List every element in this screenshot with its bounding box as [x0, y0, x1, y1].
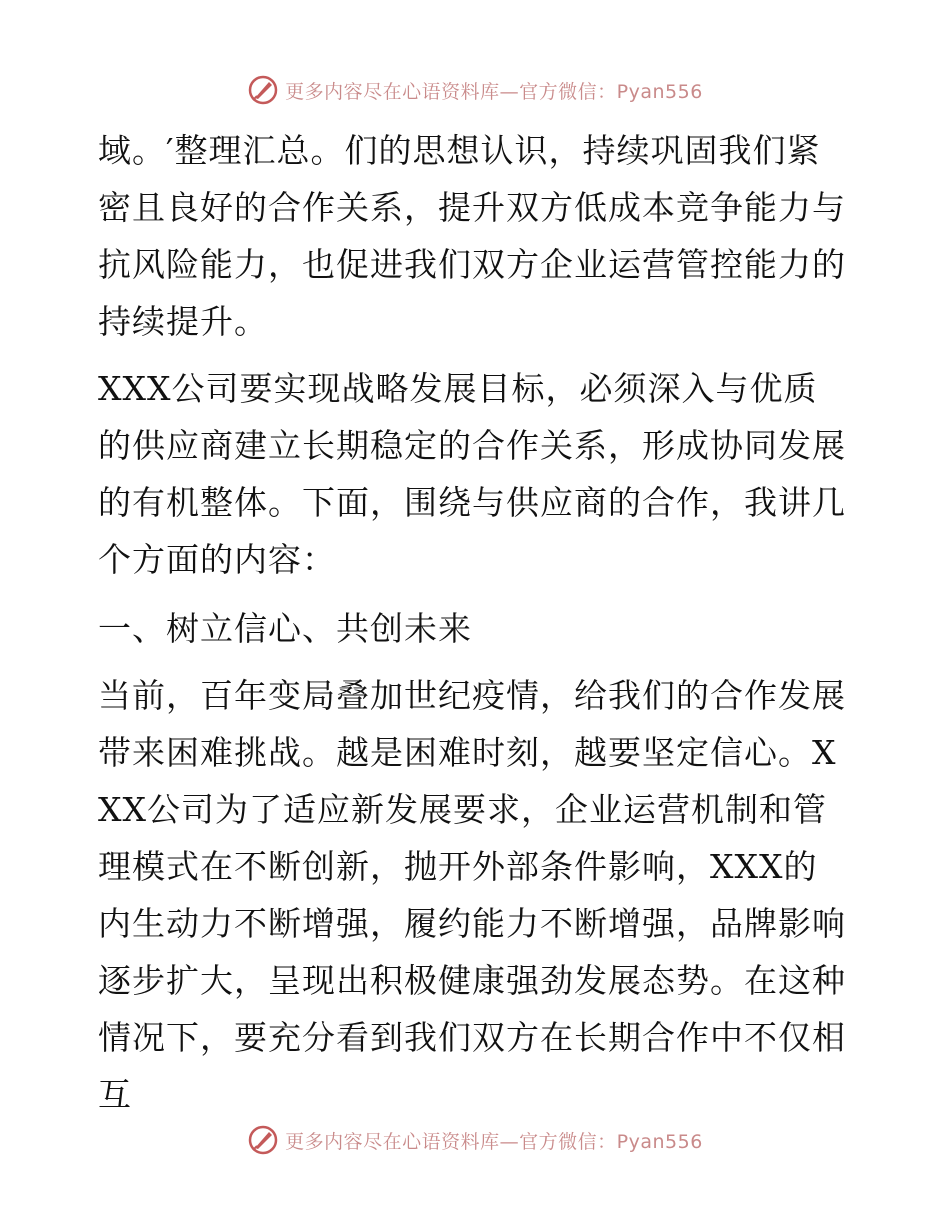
quill-logo-icon: [247, 1124, 279, 1156]
quill-logo-icon: [247, 74, 279, 106]
header-watermark: [0, 70, 950, 110]
paragraph: XXX公司要实现战略发展目标，必须深入与优质的供应商建立长期稳定的合作关系，形成协同发展的有机整体。下面，围绕与供应商的合作，我讲几个方面的内容：: [98, 369, 846, 579]
watermark-id: Pyan556: [616, 80, 703, 103]
paragraph: 当前，百年变局叠加世纪疫情，给我们的合作发展带来困难挑战。越是困难时刻，越要坚定信心。XXX公司为了适应新发展要求，企业运营机制和管理模式在不断创新，抛开外部条件影响，XXX的内生动力不断增强，履约能力不断增强，品牌影响逐步扩大，呈现出积极健康强劲发展态势。在这种情况下，要充分看到我们双方在长期合作中不仅相互: [98, 676, 846, 1114]
watermark-text: 更多内容尽在心语资料库—官方微信：Pyan556: [285, 80, 703, 103]
watermark-id: Pyan556: [616, 1130, 703, 1153]
footer-watermark: [0, 1120, 950, 1160]
document-body: [98, 122, 850, 1123]
section-heading: 一、树立信心、共创未来: [98, 609, 472, 648]
watermark-text: 更多内容尽在心语资料库—官方微信：Pyan556: [285, 1130, 703, 1153]
paragraph: 域。′整理汇总。们的思想认识，持续巩固我们紧密且良好的合作关系，提升双方低成本竞争能力与抗风险能力，也促进我们双方企业运营管控能力的持续提升。: [98, 131, 846, 341]
